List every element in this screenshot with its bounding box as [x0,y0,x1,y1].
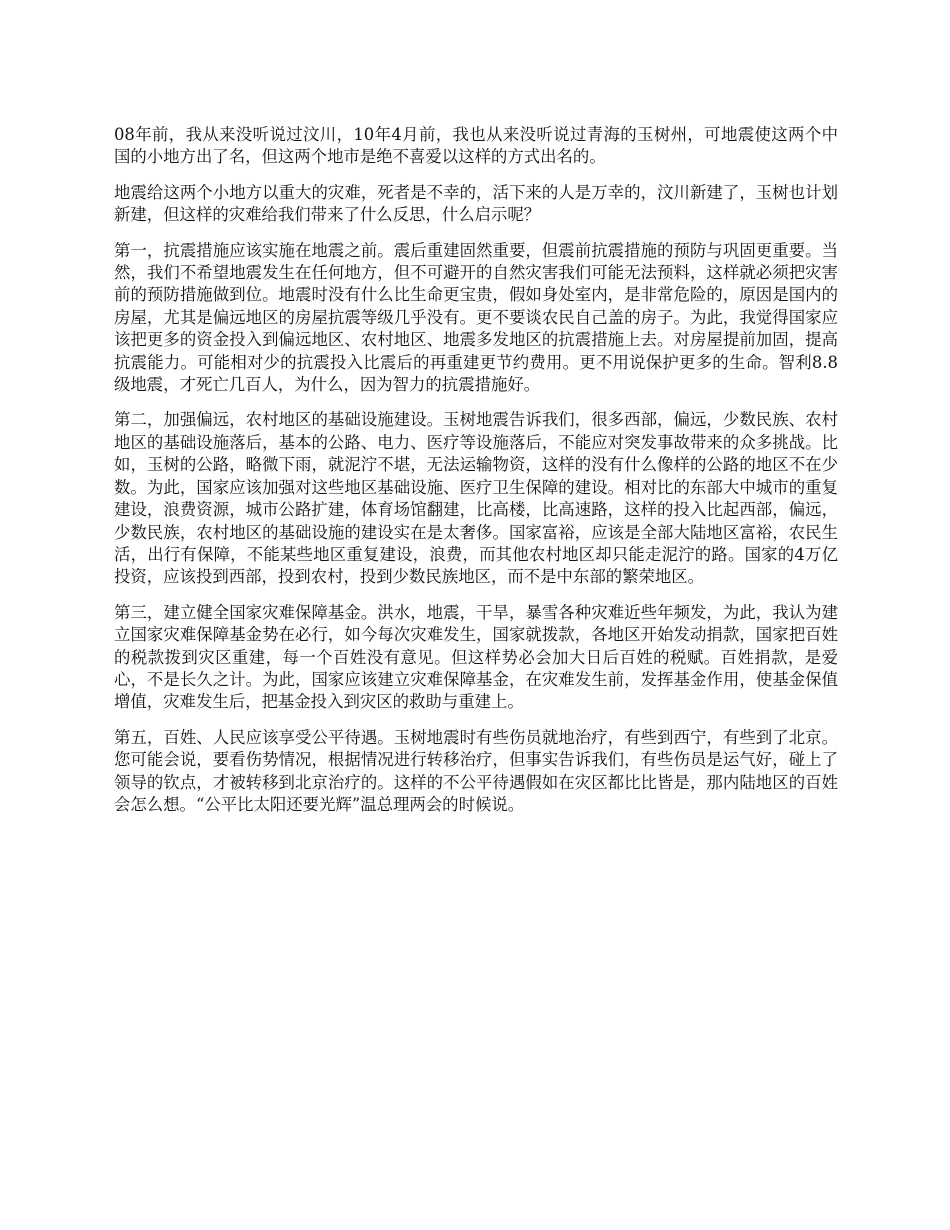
document-body [114,124,838,829]
paragraph-point-five: 第五，百姓、人民应该享受公平待遇。玉树地震时有些伤员就地治疗，有些到西宁，有些到了北京。您可能会说，要看伤势情况，根据情况进行转移治疗，但事实告诉我们，有些伤员是运气好，碰上了领导的钦点，才被转移到北京治疗的。这样的不公平待遇假如在灾区都比比皆是，那内陆地区的百姓会怎么想。“公平比太阳还要光辉”温总理两会的时候说。 [114,727,838,814]
paragraph-point-three: 第三，建立健全国家灾难保障基金。洪水，地震，干旱，暴雪各种灾难近些年频发，为此，我认为建立国家灾难保障基金势在必行，如今每次灾难发生，国家就拨款，各地区开始发动捐款，国家把百姓的税款拨到灾区重建，每一个百姓没有意见。但这样势必会加大日后百姓的税赋。百姓捐款，是爱心，不是长久之计。为此，国家应该建立灾难保障基金，在灾难发生前，发挥基金作用，使基金保值增值，灾难发生后，把基金投入到灾区的救助与重建上。 [114,602,838,712]
paragraph-intro: 08年前，我从来没听说过汶川，10年4月前，我也从来没听说过青海的玉树州，可地震使这两个中国的小地方出了名，但这两个地市是绝不喜爱以这样的方式出名的。 [114,125,838,167]
paragraph-point-two: 第二，加强偏远，农村地区的基础设施建设。玉树地震告诉我们，很多西部，偏远，少数民族、农村地区的基础设施落后，基本的公路、电力、医疗等设施落后，不能应对突发事故带来的众多挑战。比如，玉树的公路，略微下雨，就泥泞不堪，无法运输物资，这样的没有什么像样的公路的地区不在少数。为此，国家应该加强对这些地区基础设施、医疗卫生保障的建设。相对比的东部大中城市的重复建设，浪费资源，城市公路扩建，体育场馆翻建，比高楼，比高速路，这样的投入比起西部，偏远，少数民族，农村地区的基础设施的建设实在是太奢侈。国家富裕，应该是全部大陆地区富裕，农民生活，出行有保障，不能某些地区重复建设，浪费，而其他农村地区却只能走泥泞的路。国家的4万亿投资，应该投到西部，投到农村，投到少数民族地区，而不是中东部的繁荣地区。 [114,410,838,587]
paragraph-point-one: 第一，抗震措施应该实施在地震之前。震后重建固然重要，但震前抗震措施的预防与巩固更重要。当然，我们不希望地震发生在任何地方，但不可避开的自然灾害我们可能无法预料，这样就必须把灾害前的预防措施做到位。地震时没有什么比生命更宝贵，假如身处室内，是非常危险的，原因是国内的房屋，尤其是偏远地区的房屋抗震等级几乎没有。更不要谈农民自己盖的房子。为此，我觉得国家应该把更多的资金投入到偏远地区、农村地区、地震多发地区的抗震措施上去。对房屋提前加固，提高抗震能力。可能相对少的抗震投入比震后的再重建更节约费用。更不用说保护更多的生命。智利8.8级地震，才死亡几百人，为什么，因为智力的抗震措施好。 [114,240,838,395]
paragraph-question: 地震给这两个小地方以重大的灾难，死者是不幸的，活下来的人是万幸的，汶川新建了，玉树也计划新建，但这样的灾难给我们带来了什么反思，什么启示呢？ [114,182,838,225]
